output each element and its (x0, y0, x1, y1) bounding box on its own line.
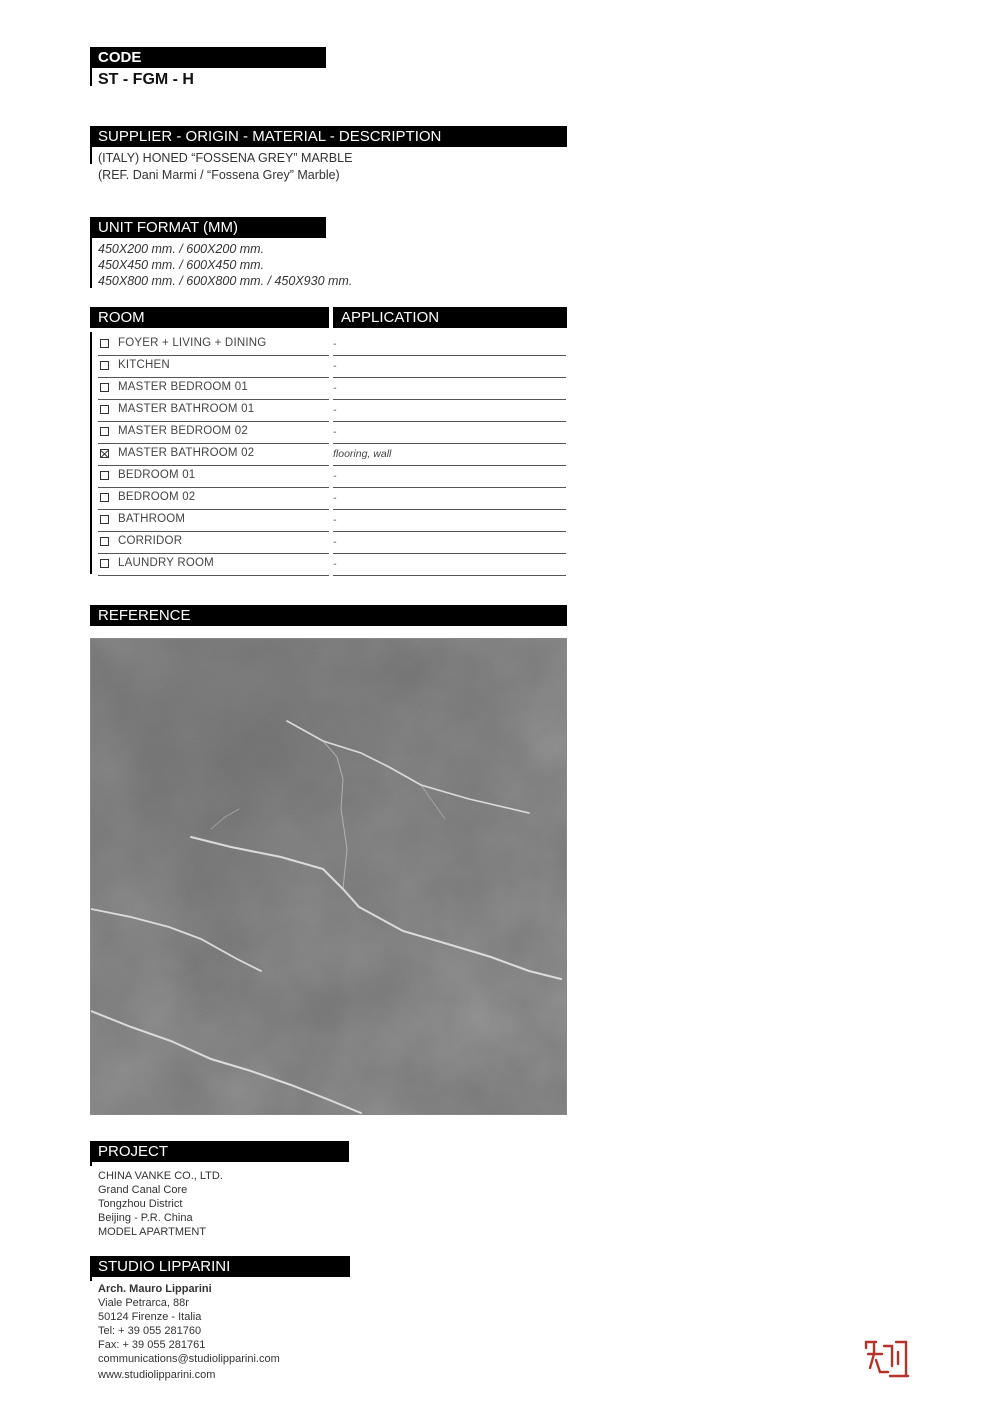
room-row (98, 466, 329, 488)
studio-header: STUDIO LIPPARINI (90, 1256, 350, 1277)
room-checkbox[interactable] (100, 361, 109, 370)
room-row (98, 334, 329, 356)
application-cell (333, 510, 566, 532)
application-value: - (333, 536, 337, 548)
project-line-2: Grand Canal Core (98, 1184, 188, 1196)
unit-format-header: UNIT FORMAT (MM) (90, 217, 326, 238)
room-checkbox-checked[interactable] (100, 449, 109, 458)
supplier-line-2: (REF. Dani Marmi / “Fossena Grey” Marble) (98, 168, 340, 182)
application-value: - (333, 338, 337, 350)
room-row (98, 510, 329, 532)
application-cell (333, 488, 566, 510)
room-label: FOYER + LIVING + DINING (118, 337, 267, 349)
room-row (98, 422, 329, 444)
studio-fax: Fax: + 39 055 281761 (98, 1339, 206, 1351)
room-header: ROOM (90, 307, 329, 328)
room-checkbox[interactable] (100, 559, 109, 568)
application-cell (333, 422, 566, 444)
application-value: - (333, 470, 337, 482)
application-value: - (333, 360, 337, 372)
application-cell (333, 554, 566, 576)
application-value: - (333, 382, 337, 394)
unit-format-line-1: 450X200 mm. / 600X200 mm. (98, 242, 265, 256)
code-accent-line (90, 68, 92, 86)
room-row (98, 532, 329, 554)
application-value: - (333, 492, 337, 504)
room-label: BEDROOM 01 (118, 469, 196, 481)
room-label: BATHROOM (118, 513, 186, 525)
application-cell (333, 378, 566, 400)
application-cell (333, 532, 566, 554)
unit-format-line-3: 450X800 mm. / 600X800 mm. / 450X930 mm. (98, 274, 353, 288)
studio-email-link[interactable]: communications@studiolipparini.com (98, 1353, 280, 1365)
project-line-4: Beijing - P.R. China (98, 1212, 193, 1224)
application-cell (333, 444, 566, 466)
room-label: MASTER BATHROOM 02 (118, 447, 255, 459)
studio-seal-logo (862, 1336, 910, 1382)
studio-phone: Tel: + 39 055 281760 (98, 1325, 202, 1337)
room-row (98, 356, 329, 378)
room-label: BEDROOM 02 (118, 491, 196, 503)
application-cell (333, 334, 566, 356)
room-checkbox[interactable] (100, 471, 109, 480)
application-cell (333, 400, 566, 422)
application-value: - (333, 426, 337, 438)
room-row (98, 444, 329, 466)
room-checkbox[interactable] (100, 537, 109, 546)
room-checkbox[interactable] (100, 515, 109, 524)
room-row (98, 378, 329, 400)
studio-architect-name: Arch. Mauro Lipparini (98, 1283, 212, 1295)
application-cell (333, 466, 566, 488)
room-accent-line (90, 332, 92, 574)
room-row (98, 400, 329, 422)
room-label: KITCHEN (118, 359, 170, 371)
code-header: CODE (90, 47, 326, 68)
application-cell (333, 356, 566, 378)
room-label: MASTER BEDROOM 01 (118, 381, 248, 393)
project-header: PROJECT (90, 1141, 349, 1162)
room-label: CORRIDOR (118, 535, 183, 547)
room-checkbox[interactable] (100, 427, 109, 436)
reference-header: REFERENCE (90, 605, 567, 626)
project-accent-line (90, 1162, 92, 1166)
marble-texture (91, 639, 567, 1115)
supplier-header: SUPPLIER - ORIGIN - MATERIAL - DESCRIPTION (90, 126, 567, 147)
application-value: flooring, wall (333, 448, 392, 460)
unit-format-accent-line (90, 238, 92, 288)
room-row (98, 554, 329, 576)
room-label: MASTER BEDROOM 02 (118, 425, 248, 437)
supplier-line-1: (ITALY) HONED “FOSSENA GREY” MARBLE (98, 151, 353, 165)
studio-website-link[interactable]: www.studiolipparini.com (98, 1369, 216, 1381)
room-label: MASTER BATHROOM 01 (118, 403, 255, 415)
marble-reference-image (90, 638, 567, 1115)
room-checkbox[interactable] (100, 405, 109, 414)
project-line-5: MODEL APARTMENT (98, 1226, 206, 1238)
application-header: APPLICATION (333, 307, 567, 328)
room-checkbox[interactable] (100, 339, 109, 348)
application-value: - (333, 558, 337, 570)
studio-accent-line (90, 1277, 92, 1281)
application-value: - (333, 404, 337, 416)
code-value: ST - FGM - H (98, 71, 194, 88)
studio-address-line-1: Viale Petrarca, 88r (98, 1297, 189, 1309)
room-label: LAUNDRY ROOM (118, 557, 214, 569)
studio-address-line-2: 50124 Firenze - Italia (98, 1311, 202, 1323)
unit-format-line-2: 450X450 mm. / 600X450 mm. (98, 258, 265, 272)
application-value: - (333, 514, 337, 526)
project-line-1: CHINA VANKE CO., LTD. (98, 1170, 223, 1182)
room-checkbox[interactable] (100, 493, 109, 502)
room-checkbox[interactable] (100, 383, 109, 392)
room-row (98, 488, 329, 510)
supplier-accent-line (90, 147, 92, 164)
project-line-3: Tongzhou District (98, 1198, 183, 1210)
